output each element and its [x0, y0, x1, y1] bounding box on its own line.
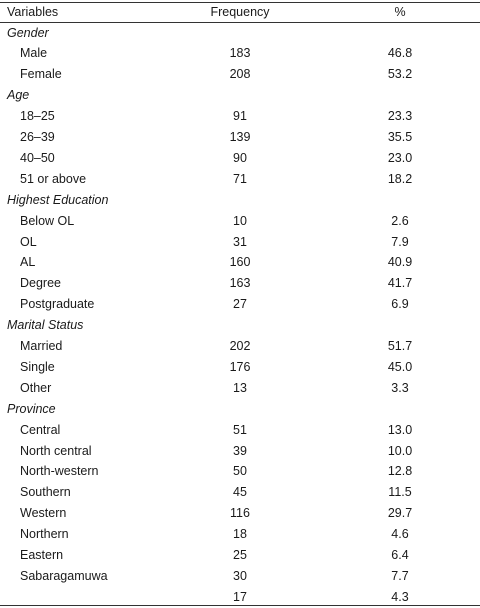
row-percent: 6.4 [391, 548, 409, 562]
row-percent: 7.9 [391, 234, 409, 249]
row-percent: 4.6 [391, 527, 409, 542]
row-frequency: 51 [233, 422, 247, 437]
section-row [0, 399, 480, 420]
row-label: Other [20, 380, 52, 395]
header-frequency: Frequency [210, 5, 270, 19]
row-frequency: 17 [233, 589, 247, 604]
section-row [0, 23, 480, 44]
row-label: Below OL [20, 213, 75, 228]
table-row [0, 106, 480, 127]
row-label: Southern [20, 485, 71, 500]
row-frequency: 183 [229, 46, 251, 61]
row-percent: 46.8 [387, 46, 413, 61]
row-frequency: 13 [233, 380, 247, 395]
row-label: Northern [20, 527, 69, 542]
table-row [0, 232, 480, 253]
row-frequency: 30 [233, 568, 247, 583]
row-label: Female [20, 67, 62, 82]
row-percent: 13.0 [387, 422, 413, 437]
table-row [0, 357, 480, 378]
section-title: Age [7, 88, 30, 103]
row-frequency: 45 [233, 485, 247, 500]
row-frequency: 139 [229, 130, 251, 144]
row-percent: 11.5 [388, 485, 412, 500]
section-title: Marital Status [7, 318, 84, 333]
section-row [0, 190, 480, 211]
row-label: Sabaragamuwa [20, 568, 108, 583]
row-label: AL [20, 255, 36, 270]
table-row [0, 252, 480, 273]
row-label: Married [20, 339, 63, 353]
header-variables: Variables [7, 5, 59, 19]
row-frequency: 39 [233, 443, 247, 458]
section-title: Province [7, 401, 56, 416]
row-frequency: 90 [233, 150, 247, 165]
row-percent: 18.2 [387, 171, 413, 186]
row-label: 18–25 [20, 109, 55, 124]
row-percent: 35.5 [387, 130, 413, 144]
row-percent: 7.7 [391, 568, 409, 583]
table-row [0, 482, 480, 503]
table-row [0, 294, 480, 315]
table-row [0, 503, 480, 524]
row-percent: 12.8 [387, 464, 413, 479]
row-frequency: 176 [229, 359, 251, 374]
table-row [0, 336, 480, 357]
row-frequency: 116 [230, 506, 250, 521]
row-frequency: 18 [233, 527, 247, 542]
section-title: Gender [7, 25, 49, 40]
row-frequency: 50 [233, 464, 247, 479]
table-row [0, 441, 480, 462]
table-bottom-rule [0, 605, 480, 606]
table-row [0, 420, 480, 441]
row-label: Central [20, 422, 61, 437]
section-row [0, 85, 480, 106]
row-percent: 23.3 [387, 109, 413, 124]
row-percent: 29.7 [387, 506, 413, 521]
row-label: OL [20, 234, 37, 249]
table-row [0, 127, 480, 148]
header-percent: % [394, 5, 406, 19]
row-percent: 45.0 [387, 359, 413, 374]
row-label: Single [20, 359, 55, 374]
table-row [0, 169, 480, 190]
row-label: 51 or above [20, 171, 87, 186]
table-row [0, 211, 480, 232]
row-percent: 51.7 [387, 339, 413, 353]
row-frequency: 71 [233, 171, 247, 186]
row-label: Postgraduate [20, 297, 95, 312]
row-frequency: 160 [229, 255, 251, 270]
row-label: 26–39 [20, 130, 55, 144]
table-row [0, 148, 480, 169]
row-label: 40–50 [20, 150, 55, 165]
row-frequency: 91 [233, 109, 247, 124]
row-percent: 53.2 [387, 67, 413, 82]
table-row [0, 273, 480, 294]
row-percent: 3.3 [391, 380, 409, 395]
row-percent: 41.7 [387, 276, 413, 291]
table-row [0, 524, 480, 545]
row-percent: 23.0 [387, 150, 413, 165]
row-percent: 10.0 [387, 443, 413, 458]
row-frequency: 25 [233, 548, 247, 562]
row-percent: 2.6 [391, 213, 409, 228]
row-frequency: 31 [233, 234, 247, 249]
table-row [0, 545, 480, 566]
row-frequency: 163 [229, 276, 251, 291]
section-row [0, 315, 480, 336]
table-row [0, 566, 480, 587]
row-frequency: 202 [229, 339, 251, 353]
table-header-row [0, 2, 480, 22]
row-percent: 6.9 [391, 297, 409, 312]
table-row [0, 64, 480, 85]
row-label: Eastern [20, 548, 64, 562]
row-label: North central [20, 443, 92, 458]
section-title: Highest Education [7, 192, 109, 207]
table-row [0, 378, 480, 399]
row-percent: 40.9 [387, 255, 413, 270]
row-frequency: 10 [233, 213, 247, 228]
row-frequency: 27 [233, 297, 247, 312]
table-row [0, 461, 480, 482]
row-label: Male [20, 46, 48, 61]
row-frequency: 208 [229, 67, 251, 82]
row-label: Degree [20, 276, 61, 291]
row-percent: 4.3 [391, 589, 409, 604]
table-row [0, 43, 480, 64]
row-label: Western [20, 506, 67, 521]
row-label: North-western [20, 464, 99, 479]
